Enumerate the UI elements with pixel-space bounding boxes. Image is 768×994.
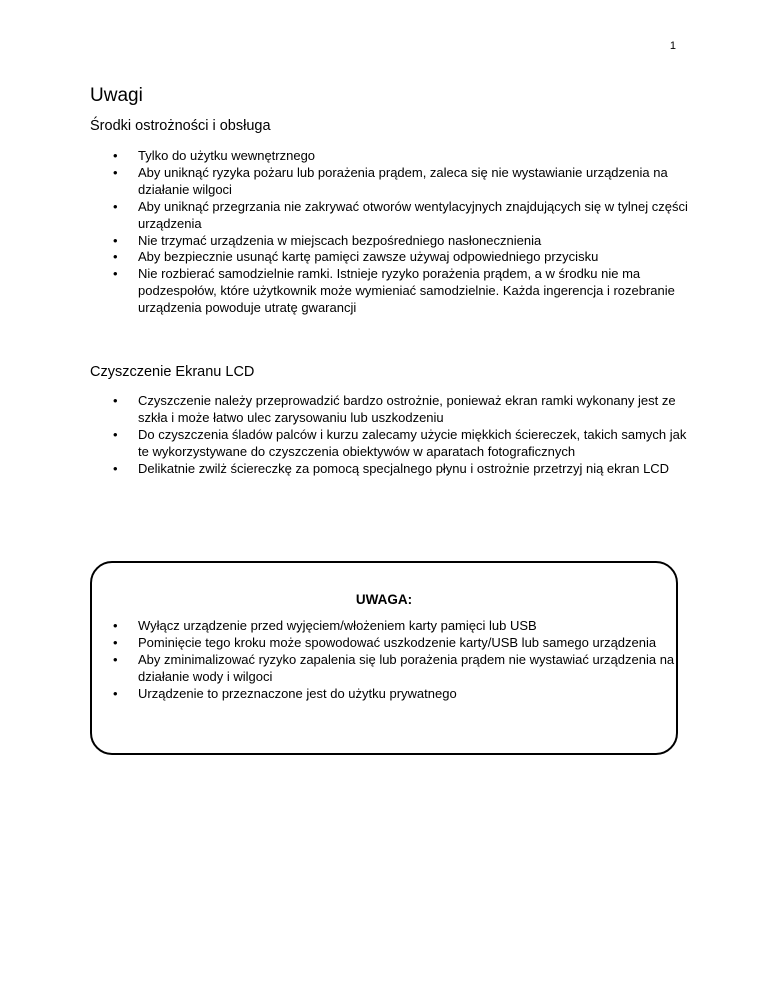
list-item: • Pominięcie tego kroku może spowodować uszkodzenie karty/USB lub samego urządzenia	[90, 635, 680, 652]
list-item: • Czyszczenie należy przeprowadzić bardzo ostrożnie, ponieważ ekran ramki wykonany jest ze szkła i może łatwo ulec zarysowaniu lub uszkodzeniu	[90, 393, 690, 427]
list-item: • Wyłącz urządzenie przed wyjęciem/włożeniem karty pamięci lub USB	[90, 618, 680, 635]
precautions-list	[90, 148, 690, 317]
list-item: • Delikatnie zwilż ściereczkę za pomocą specjalnego płynu i ostrożnie przetrzyj nią ekran LCD	[90, 461, 690, 478]
warning-box	[90, 561, 678, 755]
list-item: • Aby zminimalizować ryzyko zapalenia się lub porażenia prądem nie wystawiać urządzenia na działanie wody i wilgoci	[90, 652, 680, 686]
precautions-heading: Środki ostrożności i obsługa	[90, 118, 271, 134]
list-item: • Nie trzymać urządzenia w miejscach bezpośredniego nasłonecznienia	[90, 233, 690, 250]
list-item: • Aby uniknąć ryzyka pożaru lub porażenia prądem, zaleca się nie wystawianie urządzenia na działanie wilgoci	[90, 165, 690, 199]
lcd-cleaning-heading: Czyszczenie Ekranu LCD	[90, 364, 255, 380]
list-item: • Nie rozbierać samodzielnie ramki. Istnieje ryzyko porażenia prądem, a w środku nie ma podzespołów, które użytkownik może wymieniać samodzielnie. Każda ingerencja i rozebranie urządzenia powoduje utratę gwarancji	[90, 266, 690, 317]
list-item: • Tylko do użytku wewnętrznego	[90, 148, 690, 165]
page-title: Uwagi	[90, 85, 143, 106]
list-item: • Aby bezpiecznie usunąć kartę pamięci zawsze używaj odpowiedniego przycisku	[90, 249, 690, 266]
page-number: 1	[669, 40, 676, 52]
list-item: • Aby uniknąć przegrzania nie zakrywać otworów wentylacyjnych znajdujących się w tylnej części urządzenia	[90, 199, 690, 233]
list-item: • Do czyszczenia śladów palców i kurzu zalecamy użycie miękkich ściereczek, takich samych jak te wykorzystywane do czyszczenia obiektywów w aparatach fotograficznych	[90, 427, 690, 461]
list-item: • Urządzenie to przeznaczone jest do użytku prywatnego	[90, 686, 680, 703]
warning-list	[90, 618, 680, 703]
warning-title: UWAGA:	[355, 592, 413, 607]
lcd-cleaning-list	[90, 393, 690, 478]
